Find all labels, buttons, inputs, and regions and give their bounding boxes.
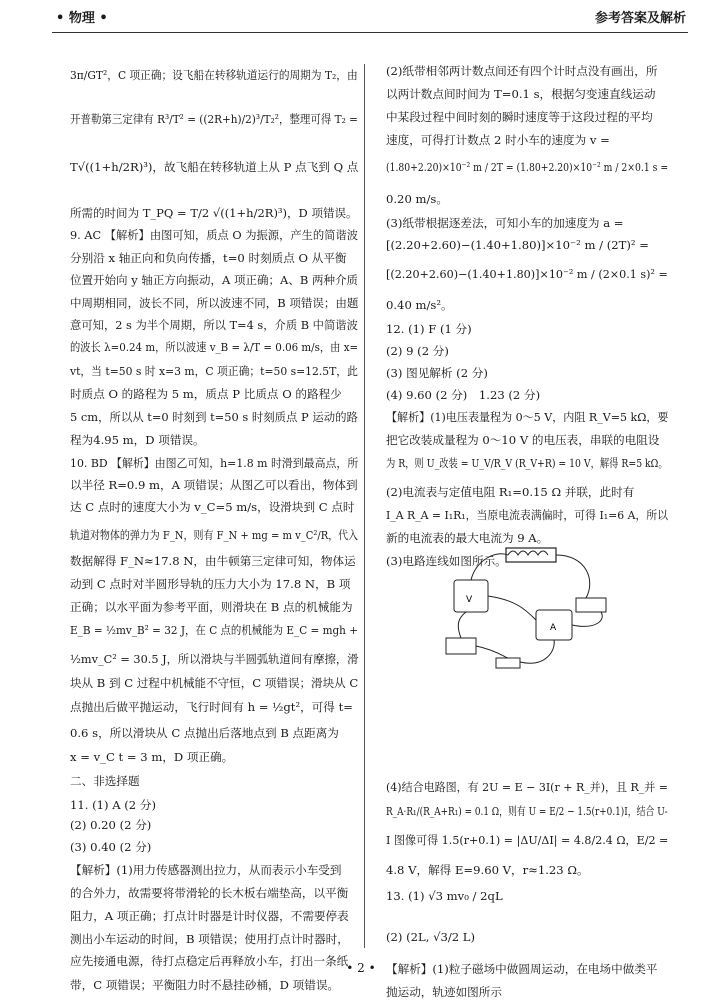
svg-text:A: A bbox=[550, 623, 557, 633]
right-text-line: 速度，可得打计数点 2 时小车的速度为 v = bbox=[386, 133, 610, 147]
right-text-line: 【解析】(1)电压表量程为 0～5 V，内阻 R_V=5 kΩ，要 bbox=[386, 410, 669, 424]
left-text-line: 10. BD 【解析】由图乙可知，h=1.8 m 时滑到最高点，所 bbox=[70, 456, 359, 470]
right-text-line: 新的电流表的最大电流为 9 A。 bbox=[386, 531, 549, 545]
right-text-line: (2) (2L, √3/2 L) bbox=[386, 930, 476, 944]
right-text-line: 0.20 m/s。 bbox=[386, 192, 448, 206]
left-text-line: 开普勒第三定律有 R³/T² = ((2R+h)/2)³/T₂²，整理可得 T₂ = bbox=[70, 112, 358, 126]
section-title: 参考答案及解析 bbox=[594, 11, 686, 26]
left-text-line: 0.6 s，所以滑块从 C 点抛出后落地点到 B 点距离为 bbox=[70, 726, 339, 740]
right-text-line: 把它改装成量程为 0～10 V 的电压表，串联的电阻设 bbox=[386, 433, 660, 447]
left-text-line: 数据解得 F_N≈17.8 N，由牛顿第三定律可知，物体运 bbox=[70, 554, 356, 568]
right-text-line: (2) 9 (2 分) bbox=[386, 344, 449, 358]
left-text-line: T√((1+h/2R)³)，故飞船在转移轨道上从 P 点飞到 Q 点 bbox=[70, 160, 359, 174]
left-text-line: 位置开始向 y 轴正方向振动，A 项正确；A、B 两种介质 bbox=[70, 273, 359, 287]
right-text-line: 【解析】(1)粒子磁场中做圆周运动，在电场中做类平 bbox=[386, 962, 658, 976]
right-text-line: (3)纸带根据逐差法，可知小车的加速度为 a = bbox=[386, 216, 624, 230]
right-text-line: R_A·R₁/(R_A+R₁) = 0.1 Ω，则有 U = E/2 − 1.5(r+0.1)I，结合 U- bbox=[386, 804, 668, 818]
left-text-line: 阻力，A 项正确；打点计时器是计时仪器，不需要停表 bbox=[70, 909, 349, 923]
left-text-line: 的波长 λ=0.24 m，所以波速 v_B = λ/T = 0.06 m/s，由 x= bbox=[70, 340, 359, 354]
left-text-line: E_B = ½mv_B² = 32 J，在 C 点的机械能为 E_C = mgh + bbox=[70, 623, 358, 637]
left-text-line: (3) 0.40 (2 分) bbox=[70, 840, 152, 854]
left-text-line: 11. (1) A (2 分) bbox=[70, 798, 156, 812]
left-text-line: x = v_C t = 3 m，D 项正确。 bbox=[70, 750, 234, 764]
left-text-line: 5 cm，所以从 t=0 时刻到 t=50 s 时刻质点 P 运动的路 bbox=[70, 410, 358, 424]
right-text-line: (4) 9.60 (2 分) 1.23 (2 分) bbox=[386, 388, 541, 402]
subject-label: • 物理 • bbox=[56, 11, 108, 26]
left-text-line: 轨道对物体的弹力为 F_N，则有 F_N + mg = m v_C²/R，代入 bbox=[70, 528, 359, 542]
right-text-line: (3) 图见解析 (2 分) bbox=[386, 366, 488, 380]
left-text-line: 点抛出后做平抛运动，飞行时间有 h = ½gt²，可得 t= bbox=[70, 700, 353, 714]
right-text-line: (3)电路连线如图所示。 bbox=[386, 554, 507, 568]
left-text-line: 中周期相同，波长不同，所以波速不同，B 项错误；由题 bbox=[70, 296, 359, 310]
right-text-line: 4.8 V，解得 E=9.60 V，r≈1.23 Ω。 bbox=[386, 863, 589, 877]
right-text-line: [(2.20+2.60)−(1.40+1.80)]×10⁻² m / (2×0.1 s)² = bbox=[386, 267, 668, 281]
right-text-line: (4)结合电路图，有 2U = E − 3I(r + R_并)，且 R_并 = bbox=[386, 780, 669, 794]
left-text-line: 的合外力，故需要将带滑轮的长木板右端垫高，以平衡 bbox=[70, 886, 349, 900]
svg-text:V: V bbox=[466, 595, 473, 605]
right-text-line: 抛运动，轨迹如图所示 bbox=[386, 985, 502, 999]
left-text-line: 3π/GT²，C 项正确；设飞船在转移轨道运行的周期为 T₂，由 bbox=[70, 68, 358, 82]
left-text-line: 程为4.95 m，D 项错误。 bbox=[70, 433, 205, 447]
left-text-line: ½mv_C² = 30.5 J，所以滑块与半圆弧轨道间有摩擦，滑 bbox=[70, 652, 359, 666]
left-text-line: vt，当 t=50 s 时 x=3 m，C 项正确；t=50 s=12.5T，此 bbox=[70, 364, 358, 378]
right-text-line: (2)电流表与定值电阻 R₁=0.15 Ω 并联，此时有 bbox=[386, 485, 635, 499]
left-text-line: (2) 0.20 (2 分) bbox=[70, 818, 152, 832]
right-text-line: 13. (1) √3 mv₀ / 2qL bbox=[386, 889, 503, 903]
left-text-line: 应先接通电源，待打点稳定后再释放小车，打出一条纸 bbox=[70, 954, 349, 968]
page-number: • 2 • bbox=[346, 961, 376, 975]
left-text-line: 意可知，2 s 为半个周期，所以 T=4 s，介质 B 中简谐波 bbox=[70, 318, 358, 332]
left-text-line: 测出小车运动的时间，B 项错误；使用打点计时器时， bbox=[70, 932, 349, 946]
right-text-line: (2)纸带相邻两计数点间还有四个计时点没有画出，所 bbox=[386, 64, 658, 78]
left-text-line: 以半径 R=0.9 m，A 项错误；从图乙可以看出，物体到 bbox=[70, 478, 358, 492]
right-text-line: 中某段过程中间时刻的瞬时速度等于这段过程的平均 bbox=[386, 110, 653, 124]
left-text-line: 分别沿 x 轴正向和负向传播，t=0 时刻质点 O 从平衡 bbox=[70, 251, 347, 265]
right-text-line: [(2.20+2.60)−(1.40+1.80)]×10⁻² m / (2T)² = bbox=[386, 238, 649, 252]
right-text-line: 12. (1) F (1 分) bbox=[386, 322, 472, 336]
left-text-line: 块从 B 到 C 过程中机械能不守恒，C 项错误；滑块从 C bbox=[70, 676, 359, 690]
page-header bbox=[52, 10, 688, 33]
right-text-line: (1.80+2.20)×10⁻² m / 2T = (1.80+2.20)×10⁻² m / 2×0.1 s = bbox=[386, 160, 669, 174]
right-text-line: 以两计数点间时间为 T=0.1 s，根据匀变速直线运动 bbox=[386, 87, 656, 101]
left-text-line: 带，C 项错误；平衡阻力时不悬挂砂桶，D 项错误。 bbox=[70, 978, 340, 992]
right-text-line: 0.40 m/s²。 bbox=[386, 298, 453, 312]
left-text-line: 时质点 O 的路程为 5 m，质点 P 比质点 O 的路程少 bbox=[70, 387, 342, 401]
left-text-line: 正确；以水平面为参考平面，则滑块在 B 点的机械能为 bbox=[70, 600, 353, 614]
right-text-line: I 图像可得 1.5(r+0.1) = |ΔU/ΔI| = 4.8/2.4 Ω，E/2 = bbox=[386, 833, 669, 847]
left-text-line: 达 C 点时的速度大小为 v_C=5 m/s，设滑块到 C 点时 bbox=[70, 500, 355, 514]
left-text-line: 所需的时间为 T_PQ = T/2 √((1+h/2R)³)，D 项错误。 bbox=[70, 206, 358, 220]
circuit-diagram bbox=[436, 540, 636, 680]
left-text-line: 动到 C 点时对半圆形导轨的压力大小为 17.8 N，B 项 bbox=[70, 577, 351, 591]
left-text-line: 二、非选择题 bbox=[70, 774, 140, 788]
left-text-line: 9. AC 【解析】由图可知，质点 O 为振源，产生的简谐波 bbox=[70, 228, 359, 242]
right-text-line: I_A R_A = I₁R₁，当原电流表满偏时，可得 I₁=6 A，所以 bbox=[386, 508, 669, 522]
column-divider bbox=[364, 64, 365, 948]
left-text-line: 【解析】(1)用力传感器测出拉力，从而表示小车受到 bbox=[70, 863, 342, 877]
right-text-line: 为 R，则 U_改装 = U_V/R_V (R_V+R) = 10 V，解得 R=5 kΩ。 bbox=[386, 456, 668, 470]
